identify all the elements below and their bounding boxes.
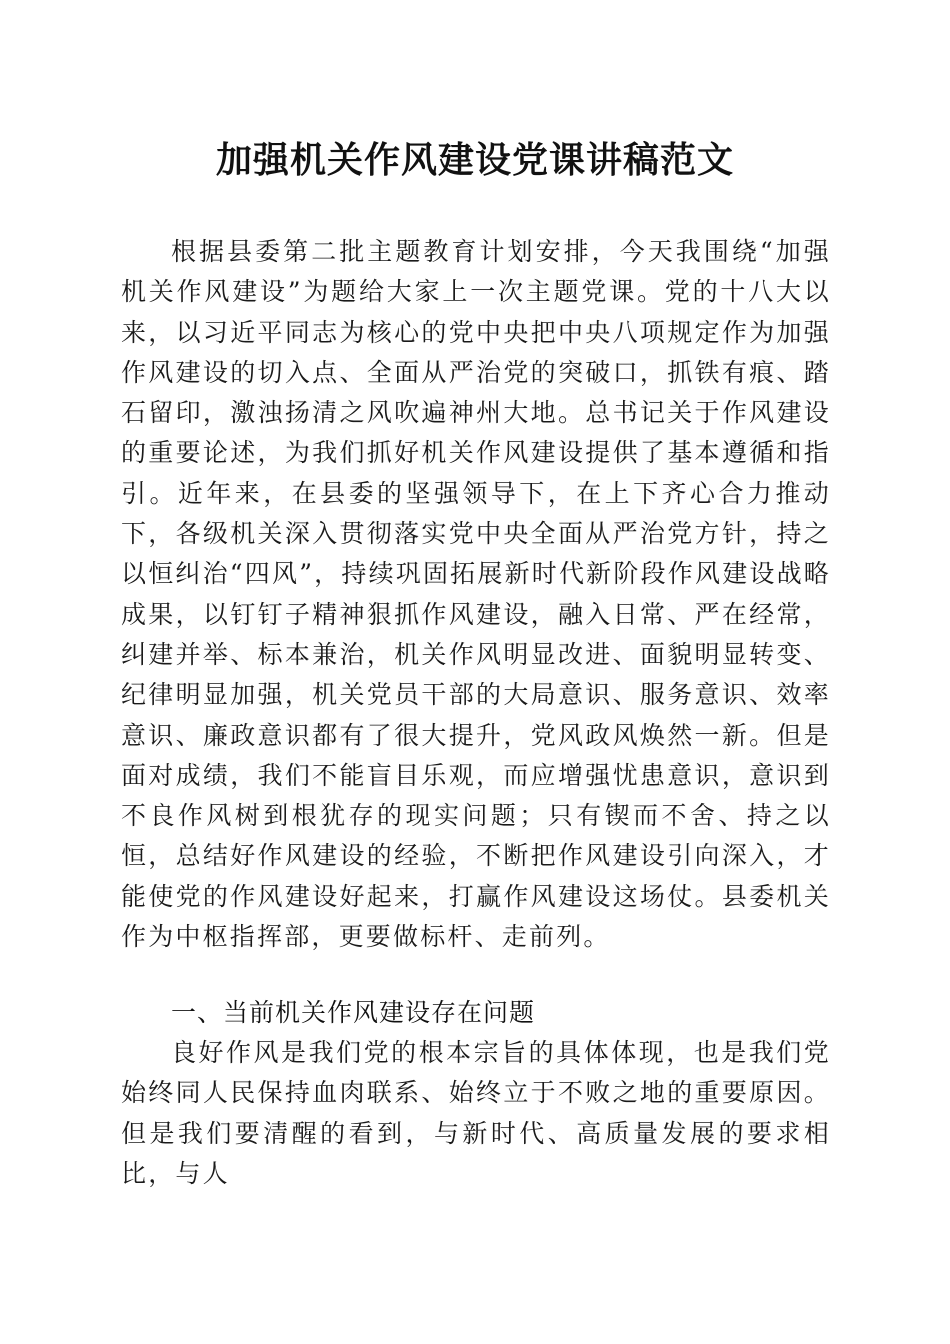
intro-paragraph: 根据县委第二批主题教育计划安排，今天我围绕“加强机关作风建设”为题给大家上一次主题党课。党的十八大以来，以习近平同志为核心的党中央把中央八项规定作为加强作风建设的切入点、全面从严治党的突破口，抓铁有痕、踏石留印，激浊扬清之风吹遍神州大地。总书记关于作风建设的重要论述，为我们抓好机关作风建设提供了基本遵循和指引。近年来，在县委的坚强领导下，在上下齐心合力推动下，各级机关深入贯彻落实党中央全面从严治党方针，持之以恒纠治“四风”，持续巩固拓展新时代新阶段作风建设战略成果，以钉钉子精神狠抓作风建设，融入日常、严在经常，纠建并举、标本兼治，机关作风明显改进、面貌明显转变、纪律明显加强，机关党员干部的大局意识、服务意识、效率意识、廉政意识都有了很大提升，党风政风焕然一新。但是面对成绩，我们不能盲目乐观，而应增强忧患意识，意识到不良作风树到根犹存的现实问题；只有锲而不舍、持之以恒，总结好作风建设的经验，不断把作风建设引向深入，才能使党的作风建设好起来，打赢作风建设这场仗。县委机关作为中枢指挥部，更要做标杆、走前列。	[121, 237, 831, 952]
section-1-paragraph: 良好作风是我们党的根本宗旨的具体体现，也是我们党始终同人民保持血肉联系、始终立于不败之地的重要原因。但是我们要清醒的看到，与新时代、高质量发展的要求相比，与人	[121, 1038, 831, 1188]
section-heading-1: 一、当前机关作风建设存在问题	[171, 998, 536, 1027]
document-title: 加强机关作风建设党课讲稿范文	[215, 139, 734, 181]
